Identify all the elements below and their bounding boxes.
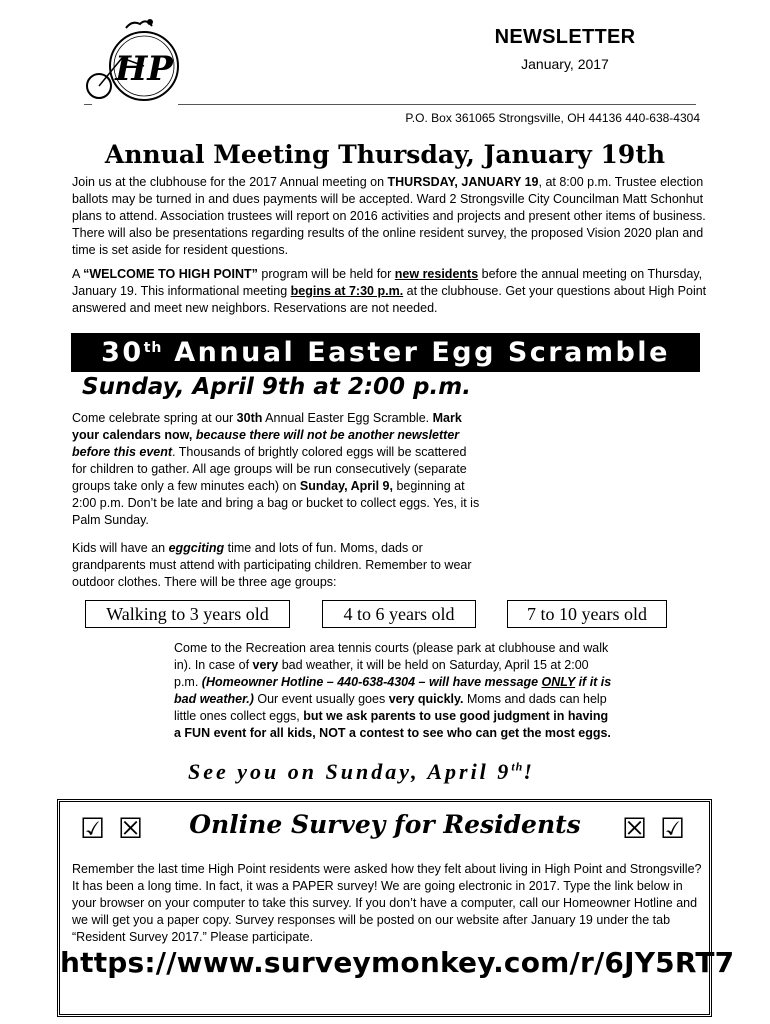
easter-date-line: Sunday, April 9th at 2:00 p.m.	[82, 374, 471, 400]
checked-box-icon: ☑	[660, 812, 686, 845]
easter-banner: 30th Annual Easter Egg Scramble	[71, 333, 700, 372]
welcome-paragraph: A “WELCOME TO HIGH POINT” program will be held for new residents before the annual meeting on Thursday, January 19. This informational meeting begins at 7:30 p.m. at the clubhouse. Get your questions about High Point answered and meet new neighbors. Reservations are not needed.	[72, 267, 707, 315]
newsletter-date: January, 2017	[521, 56, 609, 72]
age-group-1: Walking to 3 years old	[85, 600, 290, 628]
crossed-box-icon: ☒	[118, 812, 144, 845]
survey-title: Online Survey for Residents	[189, 810, 581, 839]
logo-letters: HP	[115, 49, 173, 89]
age-group-3: 7 to 10 years old	[507, 600, 667, 628]
see-you-line: See you on Sunday, April 9th!	[188, 759, 535, 784]
easter-paragraph-3: Come to the Recreation area tennis courts (please park at clubhouse and walk in). In case of very bad weather, it will be held on Saturday, April 15 at 2:00 p.m. (Homeowner Hotline – 440-638-4304 – will have message ONLY if it is bad weather.) Our event usually goes very quickly. Moms and dads can help little ones collect eggs, but we ask parents to use good judgment in having a FUN event for all kids, NOT a contest to see who can get the most eggs.	[174, 641, 612, 740]
easter-paragraph-2: Kids will have an eggciting time and lots of fun. Moms, dads or grandparents must attend with participating children. Remember to wear outdoor clothes. There will be three age groups:	[72, 541, 472, 589]
high-point-logo	[82, 14, 182, 106]
newsletter-title: NEWSLETTER	[494, 26, 636, 48]
header-rule	[178, 104, 696, 105]
annual-meeting-heading: Annual Meeting Thursday, January 19th	[104, 140, 666, 169]
header-rule-left	[84, 104, 92, 105]
survey-url-link[interactable]: https://www.surveymonkey.com/r/6JY5RT7	[60, 946, 735, 979]
survey-paragraph: Remember the last time High Point residents were asked how they felt about living in High Point and Strongsville? It has been a long time. In fact, it was a PAPER survey! We are going electronic in 2017. Type the link below in your browser on your computer to take this survey. If you don’t have a computer, call our Homeowner Hotline and we will get you a paper copy. Survey responses will be posted on our website after January 19 under the tab “Resident Survey 2017.” Please participate.	[72, 862, 702, 944]
address-line: P.O. Box 361065 Strongsville, OH 44136 440-638-4304	[405, 111, 700, 125]
age-group-2: 4 to 6 years old	[322, 600, 476, 628]
checked-box-icon: ☑	[80, 812, 106, 845]
easter-paragraph-1: Come celebrate spring at our 30th Annual Easter Egg Scramble. Mark your calendars now, because there will not be another newsletter before this event. Thousands of brightly colored eggs will be scattered for children to gather. All age groups will be run consecutively (separate groups take only a few minutes each) on Sunday, April 9, beginning at 2:00 p.m. Don’t be late and bring a bag or bucket to collect eggs. Yes, it is Palm Sunday.	[72, 411, 480, 527]
crossed-box-icon: ☒	[622, 812, 648, 845]
annual-meeting-paragraph: Join us at the clubhouse for the 2017 Annual meeting on THURSDAY, JANUARY 19, at 8:00 p.m. Trustee election ballots may be turned in and dues payments will be accepted. Ward 2 Strongsville City Councilman Matt Schonhut plans to attend. Association trustees will report on 2016 activities and projects and present other items of business. There will also be presentations regarding results of the online resident survey, the proposed Vision 2020 plan and time is set aside for resident questions.	[72, 175, 706, 257]
